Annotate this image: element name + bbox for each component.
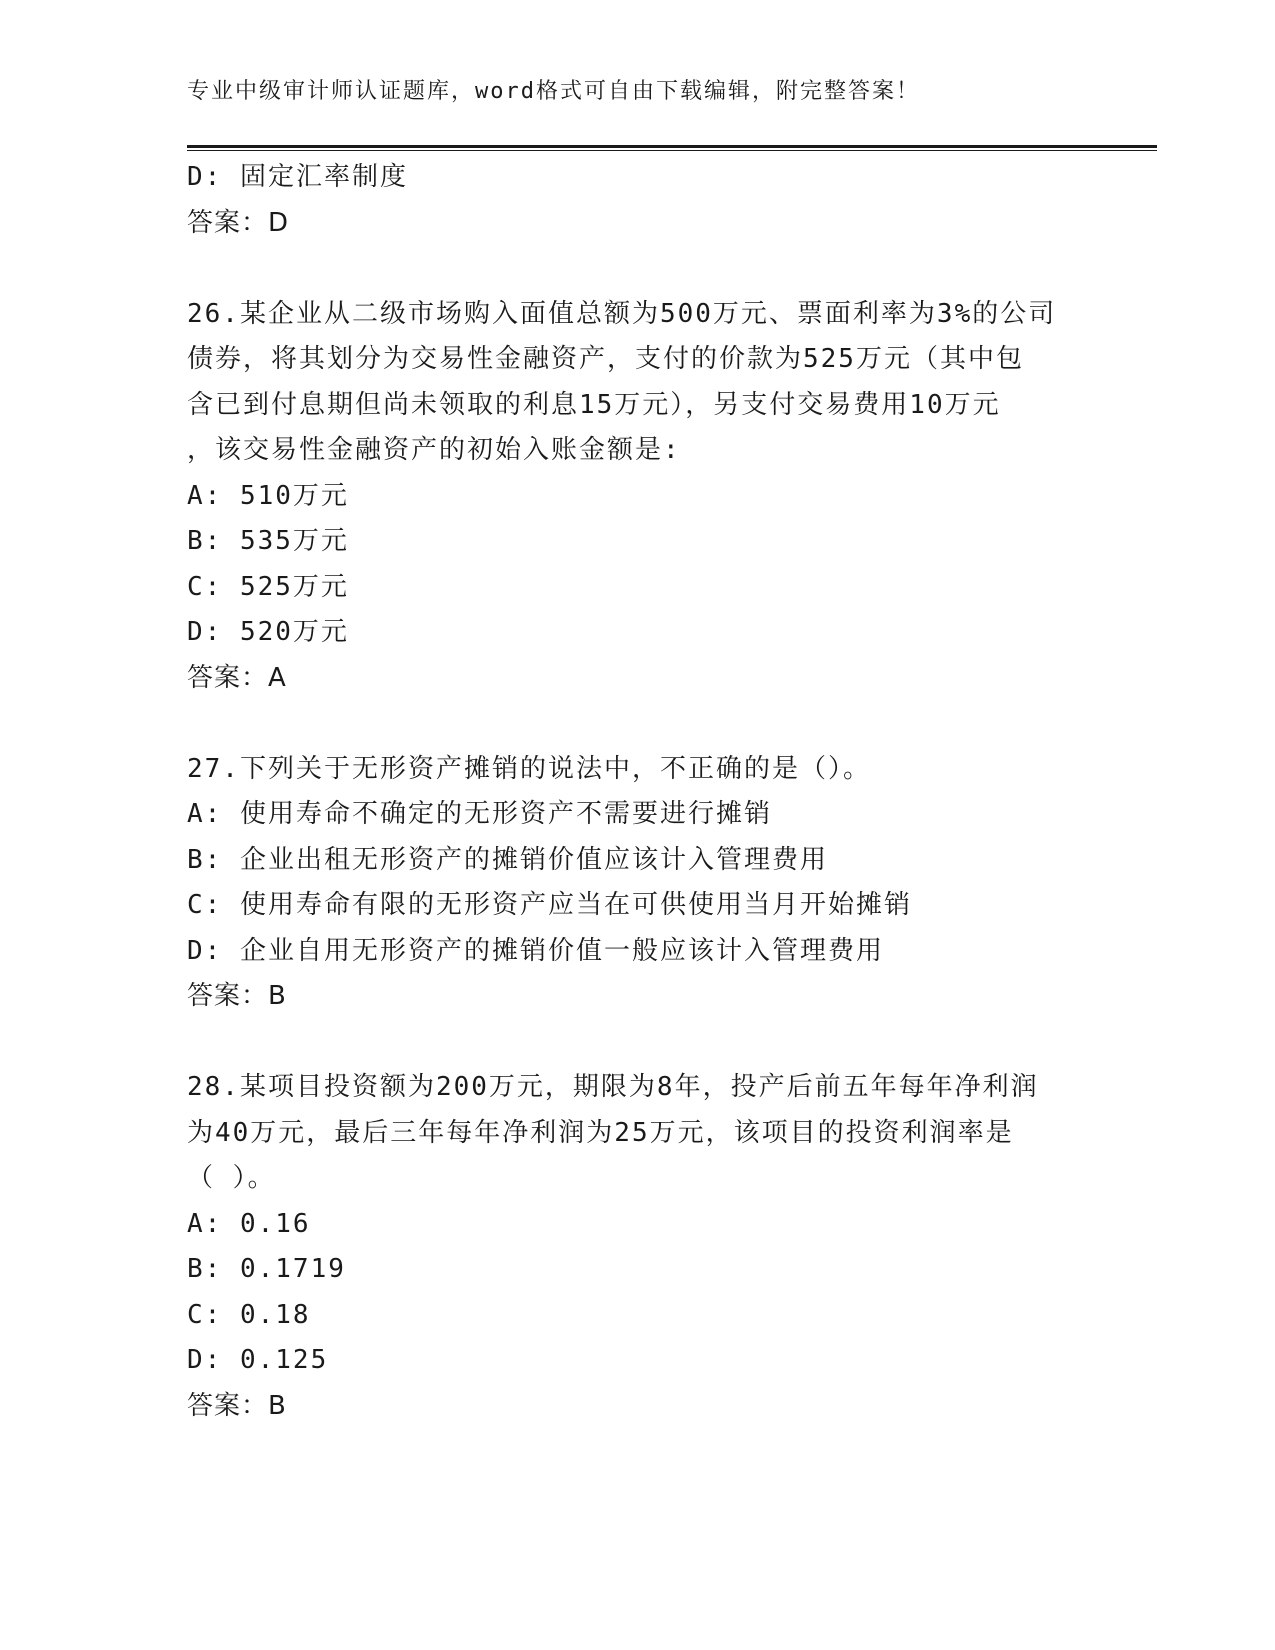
header-rule-thick <box>187 145 1157 148</box>
question-26-line-3: 含已到付息期但尚未领取的利息15万元），另支付交易费用10万元 <box>187 389 1001 420</box>
question-26-answer: 答案：A <box>187 662 287 693</box>
question-26-line-1: 26.某企业从二级市场购入面值总额为500万元、票面利率为3%的公司 <box>187 298 1057 329</box>
question-27-line-1: 27.下列关于无形资产摊销的说法中，不正确的是（）。 <box>187 753 871 784</box>
question-27-option-a: A: 使用寿命不确定的无形资产不需要进行摊销 <box>187 799 772 829</box>
question-27-answer: 答案：B <box>187 981 287 1011</box>
question-26-option-b: B: 535万元 <box>187 526 349 556</box>
question-28-line-1: 28.某项目投资额为200万元，期限为8年，投产后前五年每年净利润 <box>187 1072 1039 1102</box>
question-28-option-c: C: 0.18 <box>187 1299 311 1330</box>
spacer <box>187 701 1087 747</box>
question-28-option-d: D: 0.125 <box>187 1345 329 1375</box>
question-26-option-d: D: 520万元 <box>187 617 349 647</box>
document-body <box>187 155 1087 1429</box>
question-27-option-c: C: 使用寿命有限的无形资产应当在可供使用当月开始摊销 <box>187 890 912 920</box>
question-26-option-a: A: 510万元 <box>187 480 349 511</box>
question-28 <box>187 1065 1087 1429</box>
question-28-answer: 答案：B <box>187 1390 287 1421</box>
question-28-option-b: B: 0.1719 <box>187 1254 346 1284</box>
header-rule-thin <box>187 150 1157 151</box>
spacer <box>187 246 1087 292</box>
question-27 <box>187 747 1087 1020</box>
spacer <box>187 1020 1087 1066</box>
question-26 <box>187 292 1087 702</box>
question-26-line-2: 债券，将其划分为交易性金融资产，支付的价款为525万元（其中包 <box>187 344 1024 374</box>
question-26-line-4: ，该交易性金融资产的初始入账金额是: <box>187 435 681 465</box>
question-27-option-d: D: 企业自用无形资产的摊销价值一般应该计入管理费用 <box>187 935 884 966</box>
question-28-option-a: A: 0.16 <box>187 1208 311 1239</box>
prev-answer: 答案：D <box>187 207 290 238</box>
prev-option-d: D: 固定汇率制度 <box>187 162 408 192</box>
question-27-option-b: B: 企业出租无形资产的摊销价值应该计入管理费用 <box>187 844 828 875</box>
page-header: 专业中级审计师认证题库，word格式可自由下载编辑，附完整答案！ <box>187 79 920 104</box>
question-26-option-c: C: 525万元 <box>187 571 349 602</box>
question-28-line-3: （ ）。 <box>187 1163 276 1193</box>
question-28-line-2: 为40万元，最后三年每年净利润为25万元，该项目的投资利润率是 <box>187 1117 1014 1148</box>
